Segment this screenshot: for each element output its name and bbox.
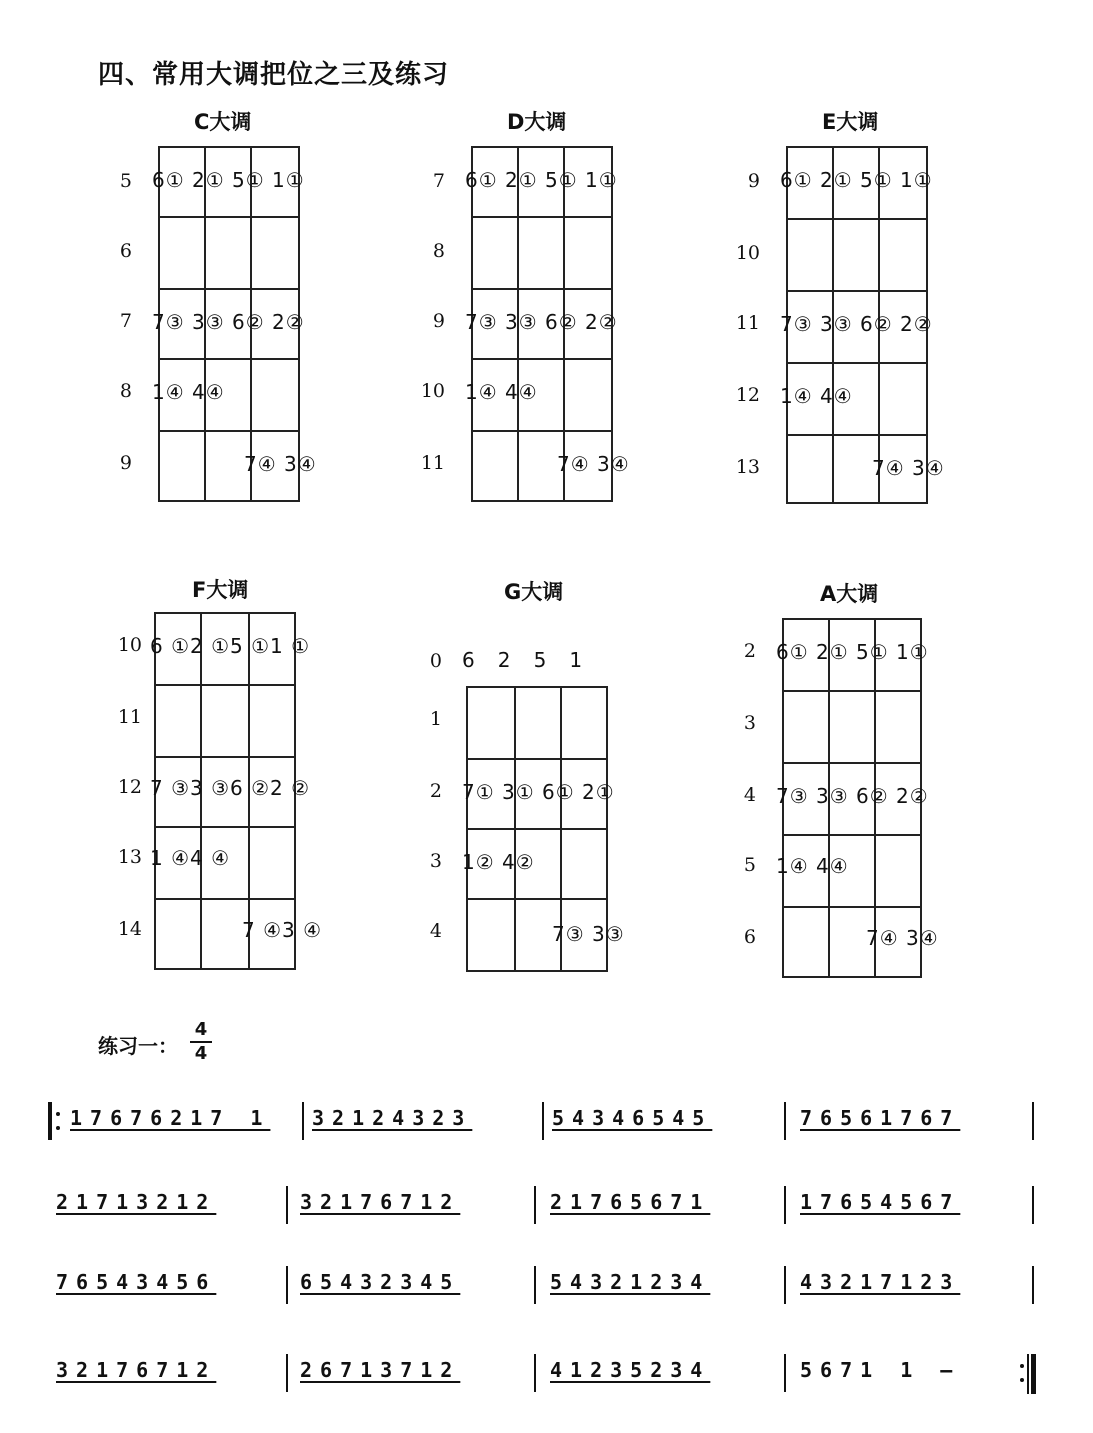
note-row: 1④ 4④ bbox=[776, 854, 849, 878]
barline bbox=[784, 1102, 786, 1140]
fret-number: 1 bbox=[429, 708, 442, 730]
fret-number: 2 bbox=[743, 640, 756, 662]
barline bbox=[784, 1354, 786, 1392]
fret-number: 4 bbox=[429, 920, 442, 942]
note-row: 1④ 4④ bbox=[465, 380, 538, 404]
barline bbox=[784, 1186, 786, 1224]
measure bbox=[294, 1264, 529, 1308]
barline bbox=[286, 1186, 288, 1224]
fret-number: 10 bbox=[735, 242, 760, 264]
fret-number: 3 bbox=[429, 850, 442, 872]
measure bbox=[50, 1184, 285, 1228]
measure bbox=[794, 1100, 1029, 1144]
diagram-title: F大调 bbox=[192, 578, 249, 602]
note-row: 7③ 3③ 6② 2② bbox=[152, 310, 305, 334]
note-row: 1④ 4④ bbox=[152, 380, 225, 404]
fret-number: 9 bbox=[432, 310, 445, 332]
note-row: 7③ 3③ 6② 2② bbox=[465, 310, 618, 334]
fret-number: 0 bbox=[429, 650, 442, 672]
barline bbox=[534, 1354, 536, 1392]
measure bbox=[544, 1264, 779, 1308]
fret-number: 12 bbox=[735, 384, 760, 406]
fret-number: 8 bbox=[432, 240, 445, 262]
measure-notes: 41235234 bbox=[550, 1358, 711, 1382]
note-row: 6① 2① 5① 1① bbox=[465, 168, 618, 192]
fretboard-diagram-e bbox=[735, 100, 1070, 520]
diagram-title: D大调 bbox=[507, 110, 567, 134]
note-row: 7④ 3④ bbox=[557, 452, 630, 476]
measure bbox=[794, 1264, 1029, 1308]
repeat-start-sign bbox=[48, 1102, 62, 1140]
measure-notes: 26713712 bbox=[300, 1358, 461, 1382]
exercise-label: 练习一： bbox=[98, 1034, 178, 1058]
fret-number: 12 bbox=[117, 776, 142, 798]
note-row: 7 ③3 ③6 ②2 ② bbox=[150, 776, 311, 800]
fret-number: 7 bbox=[119, 310, 132, 332]
note-row: 6 2 5 1 bbox=[462, 648, 584, 672]
fret-number: 9 bbox=[119, 452, 132, 474]
note-row: 7③ 3③ bbox=[552, 922, 625, 946]
diagram-title: C大调 bbox=[194, 110, 252, 134]
fret-number: 13 bbox=[117, 846, 142, 868]
score-line bbox=[50, 1184, 1040, 1228]
measure-notes: 17654567 bbox=[800, 1190, 961, 1214]
barline bbox=[1032, 1266, 1034, 1304]
time-signature-bottom: 4 bbox=[194, 1043, 208, 1064]
measure-notes: 43217123 bbox=[800, 1270, 961, 1294]
fret-number: 7 bbox=[432, 170, 445, 192]
barline bbox=[534, 1266, 536, 1304]
fret-number: 11 bbox=[117, 706, 142, 728]
fret-number: 14 bbox=[117, 918, 142, 940]
measure bbox=[544, 1352, 779, 1396]
fret-number: 10 bbox=[117, 634, 142, 656]
repeat-end-sign bbox=[1020, 1354, 1038, 1394]
time-signature-top: 4 bbox=[194, 1019, 208, 1040]
barline bbox=[1032, 1102, 1034, 1140]
fret-number: 13 bbox=[735, 456, 760, 478]
page-title: 四、常用大调把位之三及练习 bbox=[98, 60, 450, 90]
diagram-title: A大调 bbox=[820, 582, 879, 606]
barline bbox=[286, 1354, 288, 1392]
measure bbox=[50, 1352, 285, 1396]
fret-number: 6 bbox=[119, 240, 132, 262]
time-signature bbox=[190, 1020, 212, 1064]
note-row: 6① 2① 5① 1① bbox=[152, 168, 305, 192]
score-line bbox=[50, 1100, 1040, 1144]
barline bbox=[542, 1102, 544, 1140]
fret-number: 8 bbox=[119, 380, 132, 402]
measure-notes: 76543456 bbox=[56, 1270, 217, 1294]
note-row: 1④ 4④ bbox=[780, 384, 853, 408]
measure-notes: 17676217 1 bbox=[70, 1106, 271, 1130]
fretboard-diagram-d bbox=[420, 100, 755, 520]
fret-number: 3 bbox=[743, 712, 756, 734]
fret-number: 6 bbox=[743, 926, 756, 948]
fret-number: 5 bbox=[119, 170, 132, 192]
note-row: 7④ 3④ bbox=[872, 456, 945, 480]
measure bbox=[294, 1184, 529, 1228]
measure bbox=[50, 1264, 285, 1308]
measure bbox=[794, 1184, 1029, 1228]
measure bbox=[306, 1100, 541, 1144]
fret-number: 11 bbox=[735, 312, 760, 334]
note-row: 7③ 3③ 6② 2② bbox=[780, 312, 933, 336]
barline bbox=[784, 1266, 786, 1304]
note-row: 6① 2① 5① 1① bbox=[776, 640, 929, 664]
measure bbox=[64, 1100, 299, 1144]
note-row: 7① 3① 6① 2① bbox=[462, 780, 615, 804]
measure-notes: 21713212 bbox=[56, 1190, 217, 1214]
measure-notes: 32124323 bbox=[312, 1106, 473, 1130]
barline bbox=[286, 1266, 288, 1304]
fretboard-diagram-c bbox=[112, 100, 442, 520]
barline bbox=[534, 1186, 536, 1224]
measure-notes: 76561767 bbox=[800, 1106, 961, 1130]
measure-notes: 21765671 bbox=[550, 1190, 711, 1214]
diagram-title: G大调 bbox=[504, 580, 564, 604]
measure-notes: 5671 1 — bbox=[800, 1358, 961, 1382]
score-line bbox=[50, 1264, 1040, 1308]
fretboard-diagram-g bbox=[420, 568, 750, 988]
fret-number: 2 bbox=[429, 780, 442, 802]
note-row: 1 ④4 ④ bbox=[150, 846, 231, 870]
barline bbox=[1032, 1186, 1034, 1224]
fretboard-diagram-a bbox=[736, 568, 1066, 988]
barline bbox=[302, 1102, 304, 1140]
measure-notes: 32176712 bbox=[300, 1190, 461, 1214]
diagram-title: E大调 bbox=[822, 110, 879, 134]
score-line bbox=[50, 1352, 1040, 1396]
measure bbox=[294, 1352, 529, 1396]
measure-notes: 65432345 bbox=[300, 1270, 461, 1294]
note-row: 6① 2① 5① 1① bbox=[780, 168, 933, 192]
measure-notes: 54346545 bbox=[552, 1106, 713, 1130]
measure-notes: 32176712 bbox=[56, 1358, 217, 1382]
note-row: 1② 4② bbox=[462, 850, 535, 874]
note-row: 7 ④3 ④ bbox=[242, 918, 323, 942]
fret-number: 9 bbox=[747, 170, 760, 192]
fret-number: 11 bbox=[420, 452, 445, 474]
measure bbox=[794, 1352, 1029, 1396]
measure bbox=[544, 1184, 779, 1228]
measure bbox=[546, 1100, 781, 1144]
note-row: 7④ 3④ bbox=[866, 926, 939, 950]
fret-number: 4 bbox=[743, 784, 756, 806]
fretboard-diagram-f bbox=[108, 568, 438, 988]
fret-number: 10 bbox=[420, 380, 445, 402]
note-row: 7③ 3③ 6② 2② bbox=[776, 784, 929, 808]
measure-notes: 54321234 bbox=[550, 1270, 711, 1294]
note-row: 7④ 3④ bbox=[244, 452, 317, 476]
fret-number: 5 bbox=[743, 854, 756, 876]
note-row: 6 ①2 ①5 ①1 ① bbox=[150, 634, 311, 658]
